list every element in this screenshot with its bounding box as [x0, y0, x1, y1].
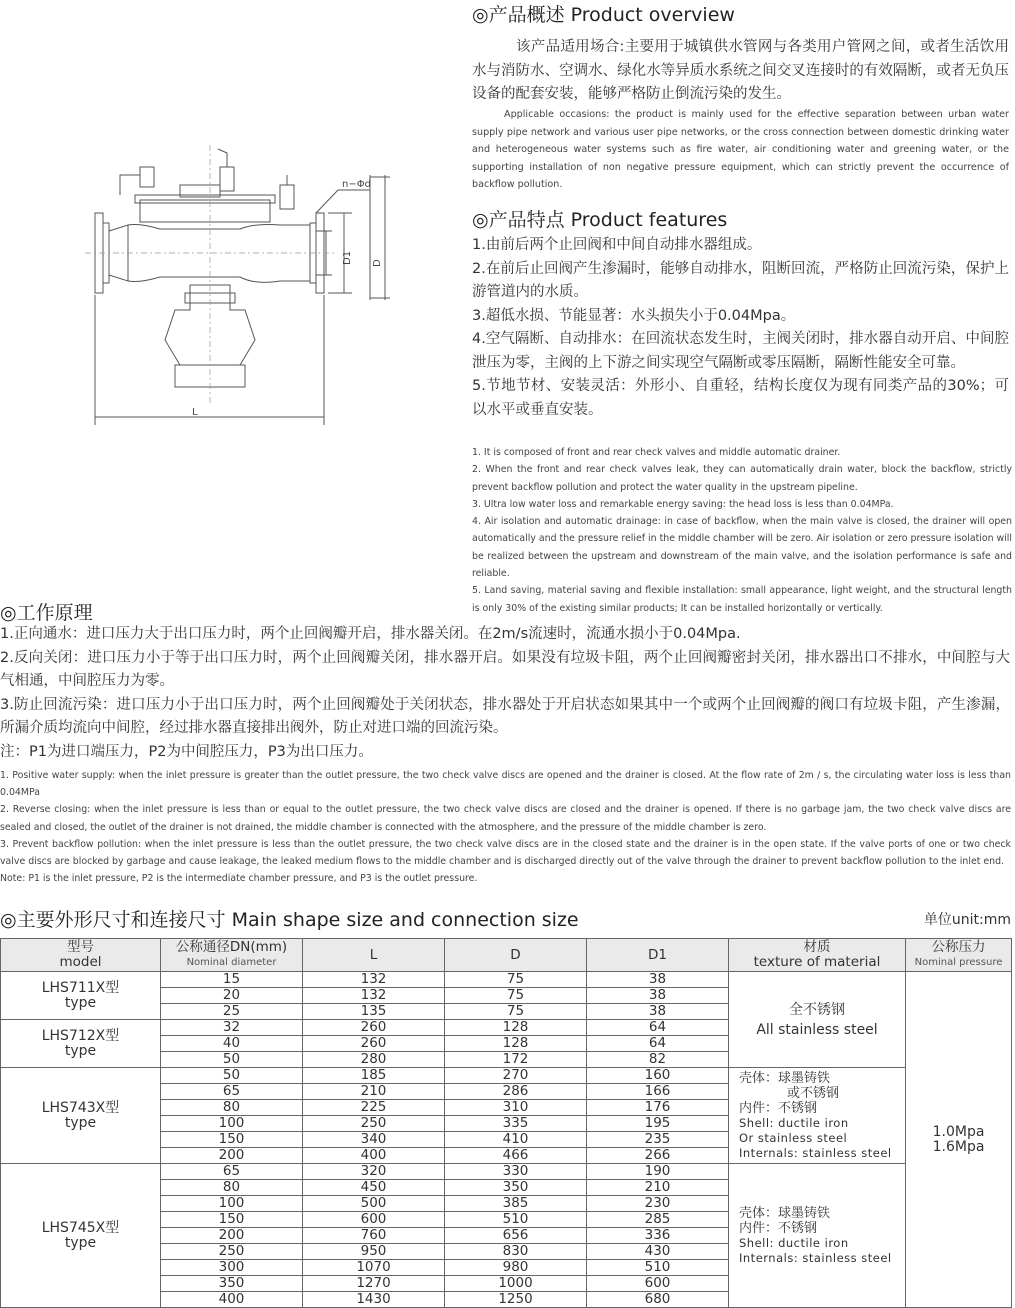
d-cell: 75 [445, 988, 587, 1004]
d-cell: 310 [445, 1100, 587, 1116]
d-cell: 830 [445, 1244, 587, 1260]
material-3-line2: 内件：不锈钢 [739, 1220, 818, 1236]
d-cell: 385 [445, 1196, 587, 1212]
feature-en-1: 1. It is composed of front and rear check valves and middle automatic drainer. [472, 447, 841, 458]
l-cell: 132 [303, 972, 445, 988]
d-cell: 75 [445, 972, 587, 988]
header-model-cn: 型号 [67, 939, 94, 955]
pressure-2: 1.6Mpa [932, 1138, 985, 1155]
d-cell: 286 [445, 1084, 587, 1100]
d1-cell: 64 [587, 1020, 729, 1036]
header-d: D [445, 939, 587, 972]
drawing-label-l: L [192, 407, 198, 418]
model-name: LHS743X型 [41, 1099, 120, 1116]
dn-cell: 80 [161, 1100, 303, 1116]
principle-en-3: 3. Prevent backflow pollution: when the inlet pressure is less than the outlet pressure, the two check valve discs are in the closed state and the drainer is in the open state. If the valve ports of one or two check valve discs are blocked by garbage and cause leakage, the leaked medium flows to the middle chamber and is discharged directly out of the valve through the drainer to prevent backflow pollution to the inlet end. [0, 838, 1011, 868]
overview-title: ◎产品概述 Product overview [472, 4, 735, 26]
dn-cell: 400 [161, 1292, 303, 1308]
l-cell: 210 [303, 1084, 445, 1100]
material-3-line4: Internals: stainless steel [739, 1250, 892, 1265]
material-3-line1: 壳体：球墨铸铁 [739, 1205, 831, 1221]
d-cell: 75 [445, 1004, 587, 1020]
size-title: ◎主要外形尺寸和连接尺寸 Main shape size and connection size [0, 909, 579, 931]
principle-title: ◎工作原理 [0, 602, 93, 624]
header-material-en: texture of material [753, 954, 881, 970]
model-type: type [64, 1114, 97, 1131]
features-en-list [472, 444, 1012, 617]
d-cell: 510 [445, 1212, 587, 1228]
header-l: L [303, 939, 445, 972]
d1-cell: 266 [587, 1148, 729, 1164]
l-cell: 500 [303, 1196, 445, 1212]
model-cell [1, 972, 161, 1020]
d1-cell: 38 [587, 1004, 729, 1020]
d1-cell: 230 [587, 1196, 729, 1212]
l-cell: 600 [303, 1212, 445, 1228]
d1-cell: 64 [587, 1036, 729, 1052]
principle-cn-1: 1.正向通水：进口压力大于出口压力时，两个止回阀瓣开启，排水器关闭。在2m/s流速时，流通水损小于0.04Mpa. [0, 626, 741, 642]
material-2-line2: 或不锈钢 [787, 1085, 840, 1101]
l-cell: 340 [303, 1132, 445, 1148]
l-cell: 1430 [303, 1292, 445, 1308]
model-cell [1, 1068, 161, 1164]
l-cell: 1270 [303, 1276, 445, 1292]
model-cell [1, 1164, 161, 1308]
feature-en-5: 5. Land saving, material saving and flexible installation: small appearance, light weight, and the structural length is only 30% of the existing similar products; It can be installed horizontally or vertically. [472, 585, 1012, 614]
model-type: type [64, 994, 97, 1011]
l-cell: 400 [303, 1148, 445, 1164]
feature-cn-5: 5.节地节材、安装灵活：外形小、自重轻，结构长度仅为现有同类产品的30%；可以水平或垂直安装。 [472, 378, 1009, 418]
principle-en-2: 2. Reverse closing: when the inlet pressure is less than or equal to the outlet pressure, the two check valve discs are closed and the drainer is opened. If there is no garbage jam, the two check valve discs are sealed and closed, the outlet of the drainer is not drained, the middle chamber is connected with the atmosphere, and the pressure of the middle chamber is zero. [0, 804, 1011, 833]
d1-cell: 336 [587, 1228, 729, 1244]
d-cell: 330 [445, 1164, 587, 1180]
d-cell: 128 [445, 1020, 587, 1036]
d1-cell: 430 [587, 1244, 729, 1260]
d1-cell: 38 [587, 988, 729, 1004]
header-model-en: model [59, 954, 102, 970]
pressure-1: 1.0Mpa [932, 1123, 985, 1140]
header-dn-en: Nominal diameter [186, 957, 277, 968]
feature-cn-4: 4.空气隔断、自动排水：在回流状态发生时，主阀关闭时，排水器自动开启、中间腔泄压为零，主阀的上下游之间实现空气隔断或零压隔断，隔断性能安全可靠。 [472, 331, 1009, 371]
d1-cell: 166 [587, 1084, 729, 1100]
pressure-cell [906, 972, 1012, 1308]
dn-cell: 65 [161, 1164, 303, 1180]
principle-cn-3: 3.防止回流污染：进口压力小于出口压力时，两个止回阀瓣处于关闭状态，排水器处于开启状态如果其中一个或两个止回阀瓣的阀口有垃圾卡阻，产生渗漏，所漏介质均流向中间腔，经过排水器直接排出阀外，防止对进口端的回流污染。 [0, 696, 1010, 736]
header-pressure-en: Nominal pressure [914, 957, 1003, 968]
l-cell: 225 [303, 1100, 445, 1116]
table-row [1, 1068, 1012, 1084]
features-title: ◎产品特点 Product features [472, 209, 728, 231]
model-name: LHS711X型 [41, 979, 120, 996]
model-cell [1, 1020, 161, 1068]
l-cell: 185 [303, 1068, 445, 1084]
principle-en-note: Note: P1 is the inlet pressure, P2 is the intermediate chamber pressure, and P3 is the outlet pressure. [0, 873, 478, 885]
features-cn-list [472, 234, 1009, 422]
l-cell: 260 [303, 1020, 445, 1036]
overview-cn: 该产品适用场合:主要用于城镇供水管网与各类用户管网之间，或者生活饮用水与消防水、空调水、绿化水等异质水系统之间交叉连接时的有效隔断，或者无负压设备的配套安装，能够严格防止倒流污染的发生。 [472, 39, 1009, 102]
material-1-en: All stainless steel [756, 1021, 878, 1038]
size-table [0, 938, 1012, 1308]
table-row [1, 972, 1012, 988]
overview-en: Applicable occasions: the product is mainly used for the effective separation between urban water supply pipe network and various user pipe networks, or the cross connection between domestic drinking water and heterogeneous water systems such as fire water, air conditioning water and greening water, or the supporting installation of non negative pressure equipment, which can strictly prevent the occurrence of backflow pollution. [472, 109, 1009, 190]
dn-cell: 25 [161, 1004, 303, 1020]
d1-cell: 195 [587, 1116, 729, 1132]
material-2-line6: Internals: stainless steel [739, 1145, 892, 1160]
d-cell: 1000 [445, 1276, 587, 1292]
d1-cell: 38 [587, 972, 729, 988]
dn-cell: 65 [161, 1084, 303, 1100]
material-2-line1: 壳体：球墨铸铁 [739, 1070, 831, 1086]
d1-cell: 190 [587, 1164, 729, 1180]
dn-cell: 150 [161, 1212, 303, 1228]
d-cell: 270 [445, 1068, 587, 1084]
dn-cell: 150 [161, 1132, 303, 1148]
d-cell: 466 [445, 1148, 587, 1164]
header-pressure-cn: 公称压力 [931, 939, 986, 955]
dn-cell: 350 [161, 1276, 303, 1292]
header-dn-cn: 公称通径DN(mm) [175, 939, 288, 955]
drawing-label-d: D [372, 259, 383, 267]
feature-en-3: 3. Ultra low water loss and remarkable energy saving: the head loss is less than 0.04MPa. [472, 498, 894, 510]
table-header-row [1, 939, 1012, 972]
d-cell: 410 [445, 1132, 587, 1148]
feature-cn-3: 3.超低水损、节能显著：水头损失小于0.04Mpa。 [472, 307, 796, 324]
dn-cell: 250 [161, 1244, 303, 1260]
principle-cn-note: 注：P1为进口端压力，P2为中间腔压力，P3为出口压力。 [0, 743, 373, 760]
dn-cell: 200 [161, 1148, 303, 1164]
material-cell [729, 1164, 906, 1308]
model-name: LHS712X型 [41, 1027, 120, 1044]
l-cell: 320 [303, 1164, 445, 1180]
header-material-cn: 材质 [803, 939, 831, 955]
d-cell: 980 [445, 1260, 587, 1276]
l-cell: 280 [303, 1052, 445, 1068]
material-cell [729, 972, 906, 1068]
d-cell: 1250 [445, 1292, 587, 1308]
l-cell: 1070 [303, 1260, 445, 1276]
feature-cn-1: 1.由前后两个止回阀和中间自动排水器组成。 [472, 237, 762, 253]
d1-cell: 82 [587, 1052, 729, 1068]
l-cell: 135 [303, 1004, 445, 1020]
unit-label: 单位unit:mm [923, 912, 1011, 928]
l-cell: 250 [303, 1116, 445, 1132]
model-name: LHS745X型 [41, 1219, 120, 1236]
material-1-cn: 全不锈钢 [789, 1001, 845, 1018]
d1-cell: 510 [587, 1260, 729, 1276]
material-2-line3: 内件：不锈钢 [739, 1100, 818, 1116]
d1-cell: 600 [587, 1276, 729, 1292]
feature-en-2: 2. When the front and rear check valves leak, they can automatically drain water, block the backflow, strictly prevent backflow pollution and protect the water quality in the upstream pipeline. [472, 464, 1012, 493]
principle-en-list [0, 767, 1011, 887]
dn-cell: 15 [161, 972, 303, 988]
d-cell: 350 [445, 1180, 587, 1196]
material-2-line5: Or stainless steel [739, 1130, 848, 1145]
d1-cell: 176 [587, 1100, 729, 1116]
d1-cell: 680 [587, 1292, 729, 1308]
header-material [729, 939, 906, 972]
dn-cell: 100 [161, 1116, 303, 1132]
l-cell: 950 [303, 1244, 445, 1260]
dn-cell: 80 [161, 1180, 303, 1196]
principle-en-1: 1. Positive water supply: when the inlet pressure is greater than the outlet pressure, the two check valve discs are opened and the drainer is closed. At the flow rate of 2m / s, the circulating water loss is less than 0.04MPa [0, 770, 1011, 799]
model-type: type [64, 1234, 97, 1251]
d1-cell: 285 [587, 1212, 729, 1228]
d1-cell: 210 [587, 1180, 729, 1196]
material-3-line3: Shell: ductile iron [739, 1235, 849, 1250]
principle-cn-2: 2.反向关闭：进口压力小于等于出口压力时，两个止回阀瓣关闭，排水器开启。如果没有垃圾卡阻，两个止回阀瓣密封关闭，排水器出口不排水，中间腔与大气相通，中间腔压力为零。 [0, 649, 1010, 689]
dn-cell: 200 [161, 1228, 303, 1244]
d-cell: 128 [445, 1036, 587, 1052]
material-2-line4: Shell: ductile iron [739, 1115, 849, 1130]
d1-cell: 235 [587, 1132, 729, 1148]
dn-cell: 32 [161, 1020, 303, 1036]
dn-cell: 50 [161, 1052, 303, 1068]
header-pressure [906, 939, 1012, 972]
l-cell: 260 [303, 1036, 445, 1052]
d-cell: 335 [445, 1116, 587, 1132]
l-cell: 760 [303, 1228, 445, 1244]
header-d1: D1 [587, 939, 729, 972]
feature-en-4: 4. Air isolation and automatic drainage: in case of backflow, when the main valve is closed, the drainer will open automatically and the pressure relief in the middle chamber will be zero. Air isolation or zero pressure isolation will be realized between the upstream and downstream of the main valve, and the isolation performance is safe and reliable. [472, 516, 1012, 580]
table-body [1, 972, 1012, 1308]
dn-cell: 50 [161, 1068, 303, 1084]
material-cell [729, 1068, 906, 1164]
l-cell: 450 [303, 1180, 445, 1196]
feature-cn-2: 2.在前后止回阀产生渗漏时，能够自动排水，阻断回流，严格防止回流污染，保护上游管道内的水质。 [472, 260, 1009, 300]
table-row [1, 1164, 1012, 1180]
header-dn [161, 939, 303, 972]
d-cell: 656 [445, 1228, 587, 1244]
valve-dimension-drawing [80, 145, 410, 435]
dn-cell: 40 [161, 1036, 303, 1052]
d1-cell: 160 [587, 1068, 729, 1084]
principle-cn-list [0, 623, 1010, 764]
dn-cell: 100 [161, 1196, 303, 1212]
header-model [1, 939, 161, 972]
l-cell: 132 [303, 988, 445, 1004]
drawing-label-d1: D1 [342, 250, 353, 265]
dn-cell: 20 [161, 988, 303, 1004]
model-type: type [64, 1042, 97, 1059]
drawing-label-n-phi-d: n−Φd [342, 179, 371, 190]
d-cell: 172 [445, 1052, 587, 1068]
dn-cell: 300 [161, 1260, 303, 1276]
